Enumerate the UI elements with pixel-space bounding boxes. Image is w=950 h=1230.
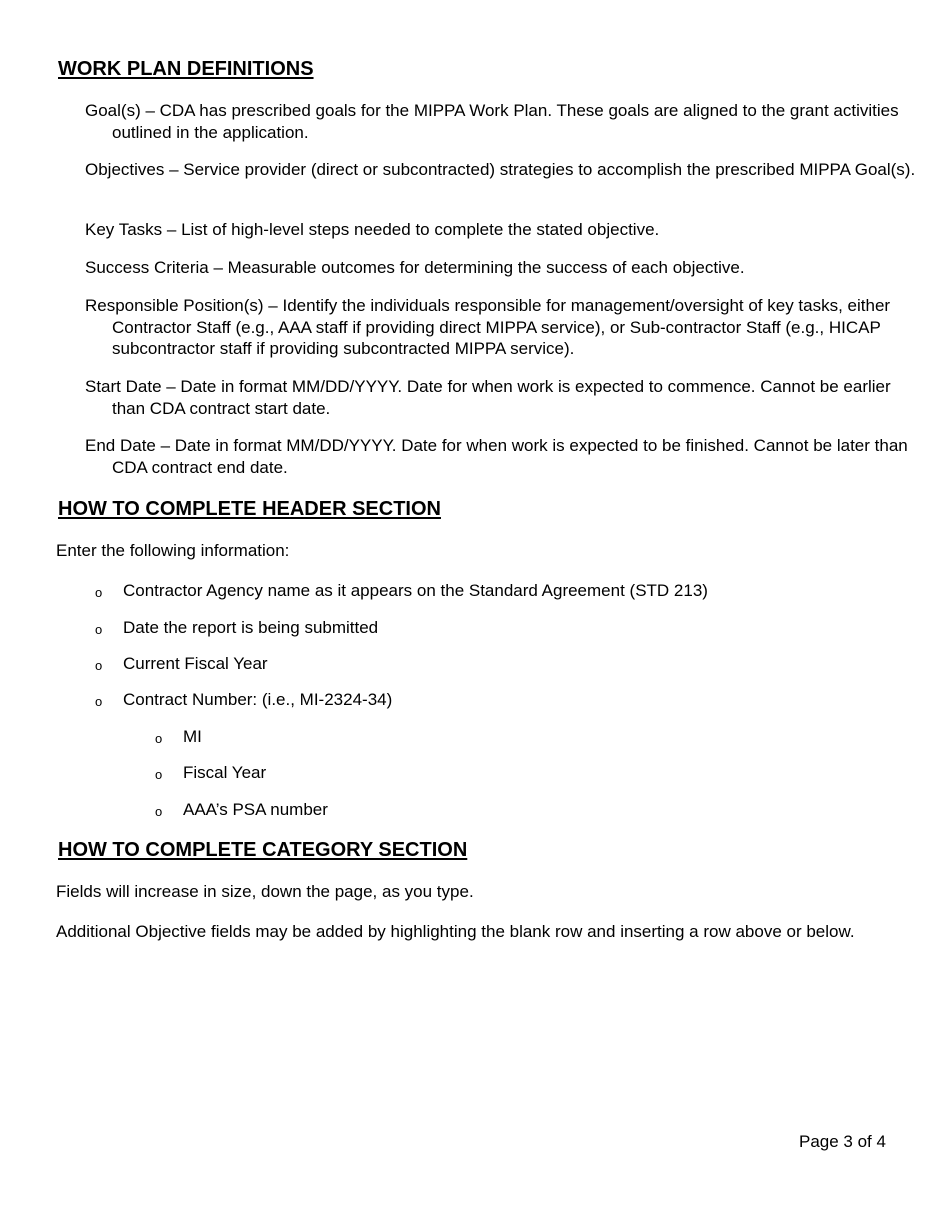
list-item-text: Contractor Agency name as it appears on the Standard Agreement (STD 213) <box>123 581 708 600</box>
list-item-text: Contract Number: (i.e., MI-2324-34) <box>123 690 393 709</box>
definition-objectives: Objectives – Service provider (direct or subcontracted) strategies to accomplish the prescribed MIPPA Goal(s). <box>85 160 916 179</box>
page-number: Page 3 of 4 <box>799 1132 886 1151</box>
list-item-text: Date the report is being submitted <box>123 618 379 637</box>
header-section-heading: HOW TO COMPLETE HEADER SECTION <box>58 498 441 520</box>
sub-list-item-text: MI <box>183 727 202 746</box>
definition-goals: Goal(s) – CDA has prescribed goals for the MIPPA Work Plan. These goals are aligned to the grant activities outlined in the application. <box>85 101 899 142</box>
category-section-heading: HOW TO COMPLETE CATEGORY SECTION <box>58 839 468 861</box>
bullet-circle-icon: o <box>95 585 103 600</box>
list-item <box>95 653 268 676</box>
sub-list-item-text: Fiscal Year <box>183 763 267 782</box>
bullet-circle-icon: o <box>95 658 103 673</box>
list-item <box>95 689 392 712</box>
definition-responsible-positions: Responsible Position(s) – Identify the individuals responsible for management/oversight of key tasks, either Contractor Staff (e.g., AAA staff if providing direct MIPPA service), or Sub-contractor Staff (e.g., HICAP subcontractor staff if providing subcontracted MIPPA service). <box>85 296 891 358</box>
definition-start-date: Start Date – Date in format MM/DD/YYYY. Date for when work is expected to commence. Cannot be earlier than CDA contract start date. <box>85 377 891 418</box>
list-item <box>95 617 378 640</box>
definition-end-date: End Date – Date in format MM/DD/YYYY. Date for when work is expected to be finished. Cannot be later than CDA contract end date. <box>85 436 908 477</box>
sub-list-item <box>155 799 328 822</box>
list-item-text: Current Fiscal Year <box>123 654 268 673</box>
bullet-circle-icon: o <box>95 622 103 637</box>
definition-success-criteria: Success Criteria – Measurable outcomes for determining the success of each objective. <box>85 258 745 277</box>
bullet-circle-icon: o <box>155 767 163 782</box>
bullet-circle-icon: o <box>155 731 163 746</box>
header-section-intro: Enter the following information: <box>56 541 290 560</box>
list-item <box>95 580 708 603</box>
bullet-circle-icon: o <box>155 804 163 819</box>
sub-list-item-text: AAA’s PSA number <box>183 800 328 819</box>
category-section-paragraph: Additional Objective fields may be added by highlighting the blank row and inserting a row above or below. <box>56 922 855 941</box>
definition-key-tasks: Key Tasks – List of high-level steps needed to complete the stated objective. <box>85 220 660 239</box>
work-plan-definitions-heading: WORK PLAN DEFINITIONS <box>58 58 314 80</box>
bullet-circle-icon: o <box>95 694 103 709</box>
sub-list-item <box>155 726 202 749</box>
category-section-paragraph: Fields will increase in size, down the page, as you type. <box>56 882 474 901</box>
sub-list-item <box>155 762 266 785</box>
